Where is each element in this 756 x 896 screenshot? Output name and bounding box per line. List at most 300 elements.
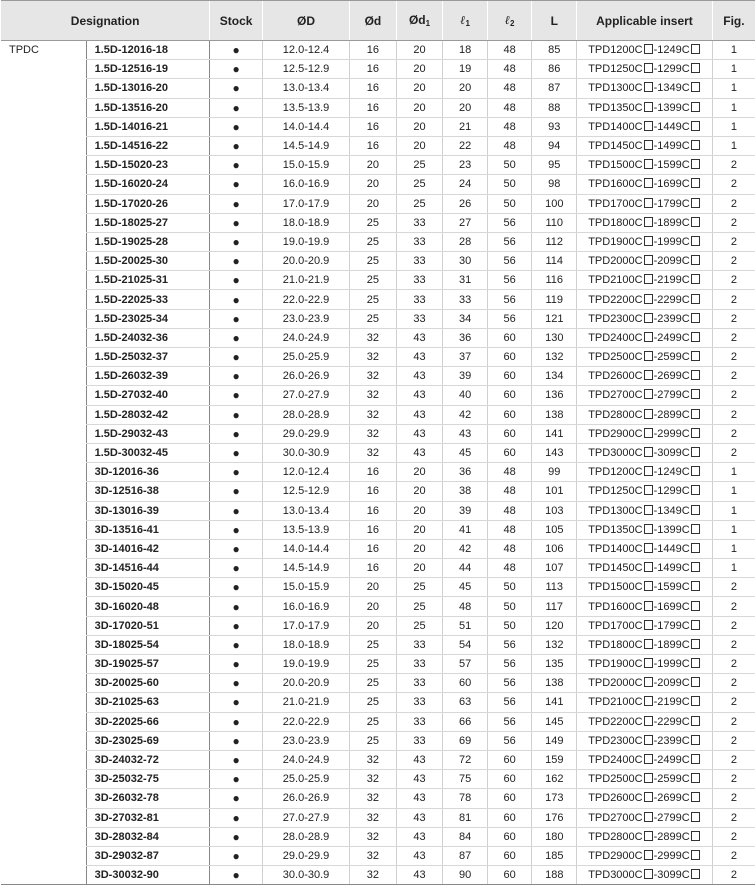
insert-code-end: -1299C [653,63,690,76]
figure-cell: 2 [712,808,755,827]
bore-diameter-cell: 21.0-21.9 [262,693,349,712]
figure-cell: 2 [712,770,755,789]
collar-diameter-cell: 25 [396,597,443,616]
insert-code-end: -1499C [653,562,690,575]
length-2-cell: 56 [487,290,532,309]
insert-code-start: TPD1500C [588,159,643,172]
bore-diameter-cell: 12.0-12.4 [262,41,349,60]
insert-code-start: TPD2100C [588,696,643,709]
insert-code-start: TPD1350C [588,523,643,536]
overall-length-cell: 106 [532,539,577,558]
figure-cell: 2 [712,731,755,750]
grade-placeholder-box [691,658,700,668]
shank-diameter-cell: 32 [350,750,397,769]
length-2-cell: 50 [487,175,532,194]
designation-cell: 1.5D-23025-34 [86,309,210,328]
series-cell [1,520,86,539]
length-1-cell: 66 [443,712,488,731]
figure-cell: 1 [712,79,755,98]
insert-code-end: -1449C [653,542,690,555]
designation-cell: 1.5D-12516-19 [86,60,210,79]
grade-placeholder-box [691,485,700,495]
length-1-cell: 21 [443,117,488,136]
table-row [1,60,755,79]
insert-code-start: TPD2500C [588,773,643,786]
collar-diameter-cell: 43 [396,827,443,846]
grade-placeholder-box [644,217,653,227]
overall-length-cell: 119 [532,290,577,309]
bore-diameter-cell: 14.5-14.9 [262,559,349,578]
overall-length-cell: 149 [532,731,577,750]
length-2-cell: 60 [487,846,532,865]
table-row [1,405,755,424]
bore-diameter-cell: 27.0-27.9 [262,808,349,827]
insert-code-start: TPD2300C [588,734,643,747]
designation-cell: 1.5D-14516-22 [86,136,210,155]
collar-diameter-cell: 33 [396,252,443,271]
stock-indicator: ● [210,482,263,501]
shank-diameter-cell: 32 [350,808,397,827]
grade-placeholder-box [691,505,700,515]
insert-code-end: -1899C [653,638,690,651]
insert-code-start: TPD3000C [588,869,643,882]
series-cell [1,60,86,79]
table-row [1,98,755,117]
applicable-insert-cell [577,386,713,405]
applicable-insert-cell [577,271,713,290]
bore-diameter-cell: 13.5-13.9 [262,98,349,117]
insert-code-end: -1299C [653,485,690,498]
grade-placeholder-box [644,850,653,860]
insert-code-end: -1699C [653,178,690,191]
shank-diameter-cell: 32 [350,443,397,462]
applicable-insert-cell [577,213,713,232]
bore-diameter-cell: 16.0-16.9 [262,175,349,194]
collar-diameter-cell: 33 [396,731,443,750]
length-1-cell: 54 [443,635,488,654]
designation-cell: 3D-19025-57 [86,655,210,674]
collar-diameter-cell: 43 [396,866,443,885]
length-1-cell: 44 [443,559,488,578]
series-cell [1,386,86,405]
shank-diameter-cell: 25 [350,271,397,290]
insert-code-start: TPD2200C [588,715,643,728]
designation-cell: 3D-16020-48 [86,597,210,616]
insert-code-start: TPD1900C [588,235,643,248]
figure-cell: 2 [712,866,755,885]
grade-placeholder-box [644,754,653,764]
grade-placeholder-box [691,255,700,265]
grade-placeholder-box [644,735,653,745]
stock-indicator: ● [210,731,263,750]
shank-diameter-cell: 32 [350,789,397,808]
designation-cell: 3D-13516-41 [86,520,210,539]
insert-code-end: -2799C [653,811,690,824]
grade-placeholder-box [691,639,700,649]
grade-placeholder-box [691,351,700,361]
grade-placeholder-box [691,370,700,380]
bore-diameter-cell: 20.0-20.9 [262,252,349,271]
table-row [1,808,755,827]
grade-placeholder-box [691,236,700,246]
insert-code-end: -2499C [653,331,690,344]
length-2-cell: 48 [487,539,532,558]
designation-cell: 1.5D-21025-31 [86,271,210,290]
length-1-cell: 45 [443,443,488,462]
table-row [1,770,755,789]
overall-length-cell: 135 [532,655,577,674]
length-1-cell: 23 [443,156,488,175]
length-1-cell: 19 [443,60,488,79]
grade-placeholder-box [644,466,653,476]
applicable-insert-cell [577,750,713,769]
insert-code-end: -1799C [653,197,690,210]
length-1-cell: 43 [443,424,488,443]
table-row [1,616,755,635]
figure-cell: 2 [712,597,755,616]
length-2-cell: 50 [487,578,532,597]
stock-indicator: ● [210,712,263,731]
grade-placeholder-box [691,850,700,860]
length-2-cell: 48 [487,60,532,79]
overall-length-cell: 110 [532,213,577,232]
collar-diameter-cell: 43 [396,328,443,347]
table-row [1,213,755,232]
figure-cell: 2 [712,175,755,194]
designation-cell: 1.5D-17020-26 [86,194,210,213]
overall-length-cell: 176 [532,808,577,827]
insert-code-start: TPD1200C [588,466,643,479]
figure-cell: 1 [712,136,755,155]
length-2-cell: 56 [487,271,532,290]
bore-diameter-cell: 21.0-21.9 [262,271,349,290]
insert-code-end: -2299C [653,715,690,728]
series-cell [1,501,86,520]
applicable-insert-cell [577,175,713,194]
length-2-cell: 48 [487,41,532,60]
grade-placeholder-box [691,274,700,284]
table-row [1,348,755,367]
applicable-insert-cell [577,463,713,482]
table-header [1,1,755,41]
series-cell [1,194,86,213]
series-cell [1,635,86,654]
applicable-insert-cell [577,789,713,808]
collar-diameter-cell: 43 [396,405,443,424]
grade-placeholder-box [691,562,700,572]
grade-placeholder-box [644,44,653,54]
length-1-cell: 48 [443,597,488,616]
overall-length-cell: 141 [532,424,577,443]
shank-diameter-cell: 16 [350,98,397,117]
figure-cell: 2 [712,424,755,443]
designation-cell: 1.5D-22025-33 [86,290,210,309]
stock-indicator: ● [210,559,263,578]
series-cell [1,232,86,251]
stock-indicator: ● [210,232,263,251]
stock-indicator: ● [210,117,263,136]
designation-cell: 3D-12516-38 [86,482,210,501]
series-cell [1,79,86,98]
shank-diameter-cell: 16 [350,559,397,578]
insert-code-start: TPD2400C [588,754,643,767]
overall-length-cell: 101 [532,482,577,501]
header-stock: Stock [210,1,263,41]
insert-code-start: TPD3000C [588,447,643,460]
collar-diameter-cell: 43 [396,348,443,367]
grade-placeholder-box [691,792,700,802]
applicable-insert-cell [577,846,713,865]
table-row [1,156,755,175]
shank-diameter-cell: 20 [350,194,397,213]
designation-cell: 1.5D-30032-45 [86,443,210,462]
length-1-cell: 45 [443,578,488,597]
series-cell [1,578,86,597]
series-cell [1,789,86,808]
figure-cell: 1 [712,482,755,501]
grade-placeholder-box [691,63,700,73]
stock-indicator: ● [210,846,263,865]
shank-diameter-cell: 16 [350,60,397,79]
shank-diameter-cell: 20 [350,156,397,175]
series-cell [1,808,86,827]
shank-diameter-cell: 32 [350,405,397,424]
overall-length-cell: 87 [532,79,577,98]
insert-code-end: -2299C [653,293,690,306]
grade-placeholder-box [691,121,700,131]
applicable-insert-cell [577,520,713,539]
table-body [1,41,755,885]
bore-diameter-cell: 13.5-13.9 [262,520,349,539]
grade-placeholder-box [691,44,700,54]
series-cell [1,424,86,443]
length-1-cell: 39 [443,367,488,386]
overall-length-cell: 159 [532,750,577,769]
table-row [1,597,755,616]
insert-code-end: -2199C [653,696,690,709]
table-row [1,175,755,194]
insert-code-start: TPD1600C [588,178,643,191]
grade-placeholder-box [644,255,653,265]
grade-placeholder-box [644,677,653,687]
designation-cell: 3D-14516-44 [86,559,210,578]
collar-diameter-cell: 25 [396,194,443,213]
insert-code-end: -2099C [653,255,690,268]
insert-code-start: TPD1450C [588,140,643,153]
table-row [1,424,755,443]
length-1-cell: 81 [443,808,488,827]
series-cell [1,827,86,846]
designation-cell: 3D-21025-63 [86,693,210,712]
bore-diameter-cell: 26.0-26.9 [262,789,349,808]
collar-diameter-cell: 20 [396,501,443,520]
insert-code-start: TPD2100C [588,274,643,287]
grade-placeholder-box [691,428,700,438]
bore-diameter-cell: 14.5-14.9 [262,136,349,155]
insert-code-end: -2199C [653,274,690,287]
grade-placeholder-box [691,869,700,879]
designation-cell: 3D-23025-69 [86,731,210,750]
series-cell [1,866,86,885]
insert-code-start: TPD2600C [588,370,643,383]
stock-indicator: ● [210,520,263,539]
figure-cell: 2 [712,674,755,693]
figure-cell: 2 [712,655,755,674]
grade-placeholder-box [691,601,700,611]
stock-indicator: ● [210,271,263,290]
shank-diameter-cell: 32 [350,770,397,789]
bore-diameter-cell: 25.0-25.9 [262,770,349,789]
designation-cell: 1.5D-24032-36 [86,328,210,347]
grade-placeholder-box [644,313,653,323]
grade-placeholder-box [644,294,653,304]
table-row [1,578,755,597]
insert-code-start: TPD1700C [588,619,643,632]
series-cell [1,367,86,386]
grade-placeholder-box [691,140,700,150]
stock-indicator: ● [210,597,263,616]
overall-length-cell: 117 [532,597,577,616]
length-2-cell: 56 [487,693,532,712]
length-1-cell: 37 [443,348,488,367]
table-row [1,271,755,290]
series-cell: TPDC [9,44,39,57]
insert-code-start: TPD2900C [588,849,643,862]
insert-code-start: TPD1400C [588,542,643,555]
designation-cell: 1.5D-19025-28 [86,232,210,251]
overall-length-cell: 113 [532,578,577,597]
collar-diameter-cell: 33 [396,712,443,731]
table-row [1,827,755,846]
length-2-cell: 48 [487,482,532,501]
applicable-insert-cell [577,117,713,136]
length-1-cell: 78 [443,789,488,808]
bore-diameter-cell: 20.0-20.9 [262,674,349,693]
overall-length-cell: 162 [532,770,577,789]
shank-diameter-cell: 25 [350,731,397,750]
collar-diameter-cell: 43 [396,750,443,769]
collar-diameter-cell: 43 [396,424,443,443]
stock-indicator: ● [210,348,263,367]
insert-code-start: TPD2800C [588,830,643,843]
designation-cell: 3D-29032-87 [86,846,210,865]
collar-diameter-cell: 43 [396,386,443,405]
applicable-insert-cell [577,635,713,654]
collar-diameter-cell: 20 [396,117,443,136]
length-2-cell: 50 [487,616,532,635]
figure-cell: 2 [712,405,755,424]
table-row [1,79,755,98]
insert-code-start: TPD1800C [588,216,643,229]
length-2-cell: 60 [487,443,532,462]
grade-placeholder-box [644,236,653,246]
length-2-cell: 60 [487,808,532,827]
figure-cell: 2 [712,232,755,251]
collar-diameter-cell: 20 [396,60,443,79]
overall-length-cell: 132 [532,348,577,367]
header-length-1: ℓ$_1$ [443,1,488,41]
series-cell [1,674,86,693]
applicable-insert-cell [577,539,713,558]
applicable-insert-cell [577,79,713,98]
grade-placeholder-box [644,351,653,361]
grade-placeholder-box [691,524,700,534]
grade-placeholder-box [691,716,700,726]
figure-cell: 1 [712,539,755,558]
collar-diameter-cell: 43 [396,789,443,808]
overall-length-cell: 134 [532,367,577,386]
series-cell [1,770,86,789]
shank-diameter-cell: 25 [350,290,397,309]
stock-indicator: ● [210,808,263,827]
grade-placeholder-box [644,812,653,822]
insert-code-start: TPD1250C [588,63,643,76]
designation-cell: 3D-12016-36 [86,463,210,482]
length-1-cell: 84 [443,827,488,846]
figure-cell: 2 [712,309,755,328]
insert-code-start: TPD1900C [588,658,643,671]
overall-length-cell: 188 [532,866,577,885]
insert-code-start: TPD1250C [588,485,643,498]
overall-length-cell: 114 [532,252,577,271]
stock-indicator: ● [210,405,263,424]
bore-diameter-cell: 23.0-23.9 [262,309,349,328]
figure-cell: 1 [712,501,755,520]
designation-cell: 3D-15020-45 [86,578,210,597]
designation-cell: 1.5D-28032-42 [86,405,210,424]
stock-indicator: ● [210,655,263,674]
header-applicable-insert: Applicable insert [577,1,713,41]
length-2-cell: 56 [487,232,532,251]
length-2-cell: 56 [487,213,532,232]
insert-code-start: TPD1500C [588,581,643,594]
length-1-cell: 28 [443,232,488,251]
grade-placeholder-box [644,409,653,419]
length-1-cell: 90 [443,866,488,885]
bore-diameter-cell: 18.0-18.9 [262,213,349,232]
applicable-insert-cell [577,290,713,309]
table-row [1,290,755,309]
bore-diameter-cell: 12.0-12.4 [262,463,349,482]
series-cell [1,136,86,155]
figure-cell: 1 [712,117,755,136]
collar-diameter-cell: 33 [396,693,443,712]
grade-placeholder-box [691,735,700,745]
table-row [1,712,755,731]
insert-code-end: -3099C [653,447,690,460]
stock-indicator: ● [210,213,263,232]
shank-diameter-cell: 32 [350,866,397,885]
grade-placeholder-box [644,447,653,457]
collar-diameter-cell: 25 [396,156,443,175]
insert-code-end: -2099C [653,677,690,690]
applicable-insert-cell [577,693,713,712]
stock-indicator: ● [210,693,263,712]
designation-cell: 3D-24032-72 [86,750,210,769]
applicable-insert-cell [577,827,713,846]
grade-placeholder-box [691,696,700,706]
insert-code-start: TPD1350C [588,101,643,114]
header-designation: Designation [1,1,210,41]
series-cell [1,175,86,194]
series-cell [1,463,86,482]
stock-indicator: ● [210,60,263,79]
table-row [1,386,755,405]
stock-indicator: ● [210,789,263,808]
grade-placeholder-box [644,524,653,534]
bore-diameter-cell: 22.0-22.9 [262,712,349,731]
applicable-insert-cell [577,866,713,885]
